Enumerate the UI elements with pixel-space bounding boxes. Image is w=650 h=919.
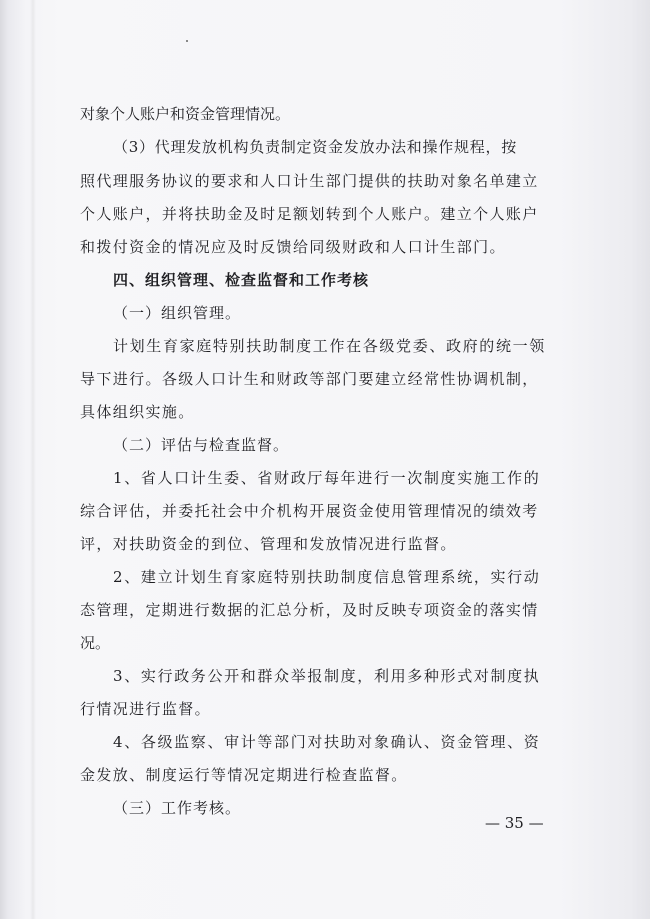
body-line: 4、各级监察、审计等部门对扶助对象确认、资金管理、资 — [113, 733, 541, 751]
body-line: 金发放、制度运行等情况定期进行检查监督。 — [80, 766, 408, 784]
subsection-heading: （二）评估与检查监督。 — [113, 436, 290, 454]
section-heading: 四、组织管理、检查监督和工作考核 — [113, 271, 370, 289]
subsection-heading: （一）组织管理。 — [113, 304, 242, 322]
body-line: 导下进行。各级人口计生和财政等部门要建立经常性协调机制， — [80, 370, 539, 388]
body-line: 态管理，定期进行数据的汇总分析，及时反映专项资金的落实情 — [80, 601, 539, 619]
binding-shadow — [30, 0, 36, 919]
body-line: 具体组织实施。 — [80, 403, 195, 421]
body-line: 照代理服务协议的要求和人口计生部门提供的扶助对象名单建立 — [80, 172, 539, 190]
body-line: 综合评估，并委托社会中介机构开展资金使用管理情况的绩效考 — [80, 502, 539, 520]
body-line: 3、实行政务公开和群众举报制度，利用多种形式对制度执 — [113, 667, 541, 685]
body-line: 计划生育家庭特别扶助制度工作在各级党委、政府的统一领 — [113, 337, 546, 355]
body-line: 2、建立计划生育家庭特别扶助制度信息管理系统，实行动 — [113, 568, 541, 586]
body-line: 和拨付资金的情况应及时反馈给同级财政和人口计生部门。 — [80, 238, 506, 256]
body-line: 对象个人账户和资金管理情况。 — [80, 105, 291, 123]
body-line: 个人账户，并将扶助金及时足额划转到个人账户。建立个人账户 — [80, 205, 539, 223]
body-line: 评，对扶助资金的到位、管理和发放情况进行监督。 — [80, 535, 457, 553]
scan-speck — [186, 40, 188, 42]
body-line: 1、省人口计生委、省财政厅每年进行一次制度实施工作的 — [113, 469, 541, 487]
body-line: （3）代理发放机构负责制定资金发放办法和操作规程，按 — [113, 138, 518, 156]
subsection-heading: （三）工作考核。 — [113, 799, 242, 817]
body-line: 行情况进行监督。 — [80, 700, 212, 718]
body-line: 况。 — [80, 634, 111, 652]
page-number: — 35 — — [485, 814, 544, 832]
